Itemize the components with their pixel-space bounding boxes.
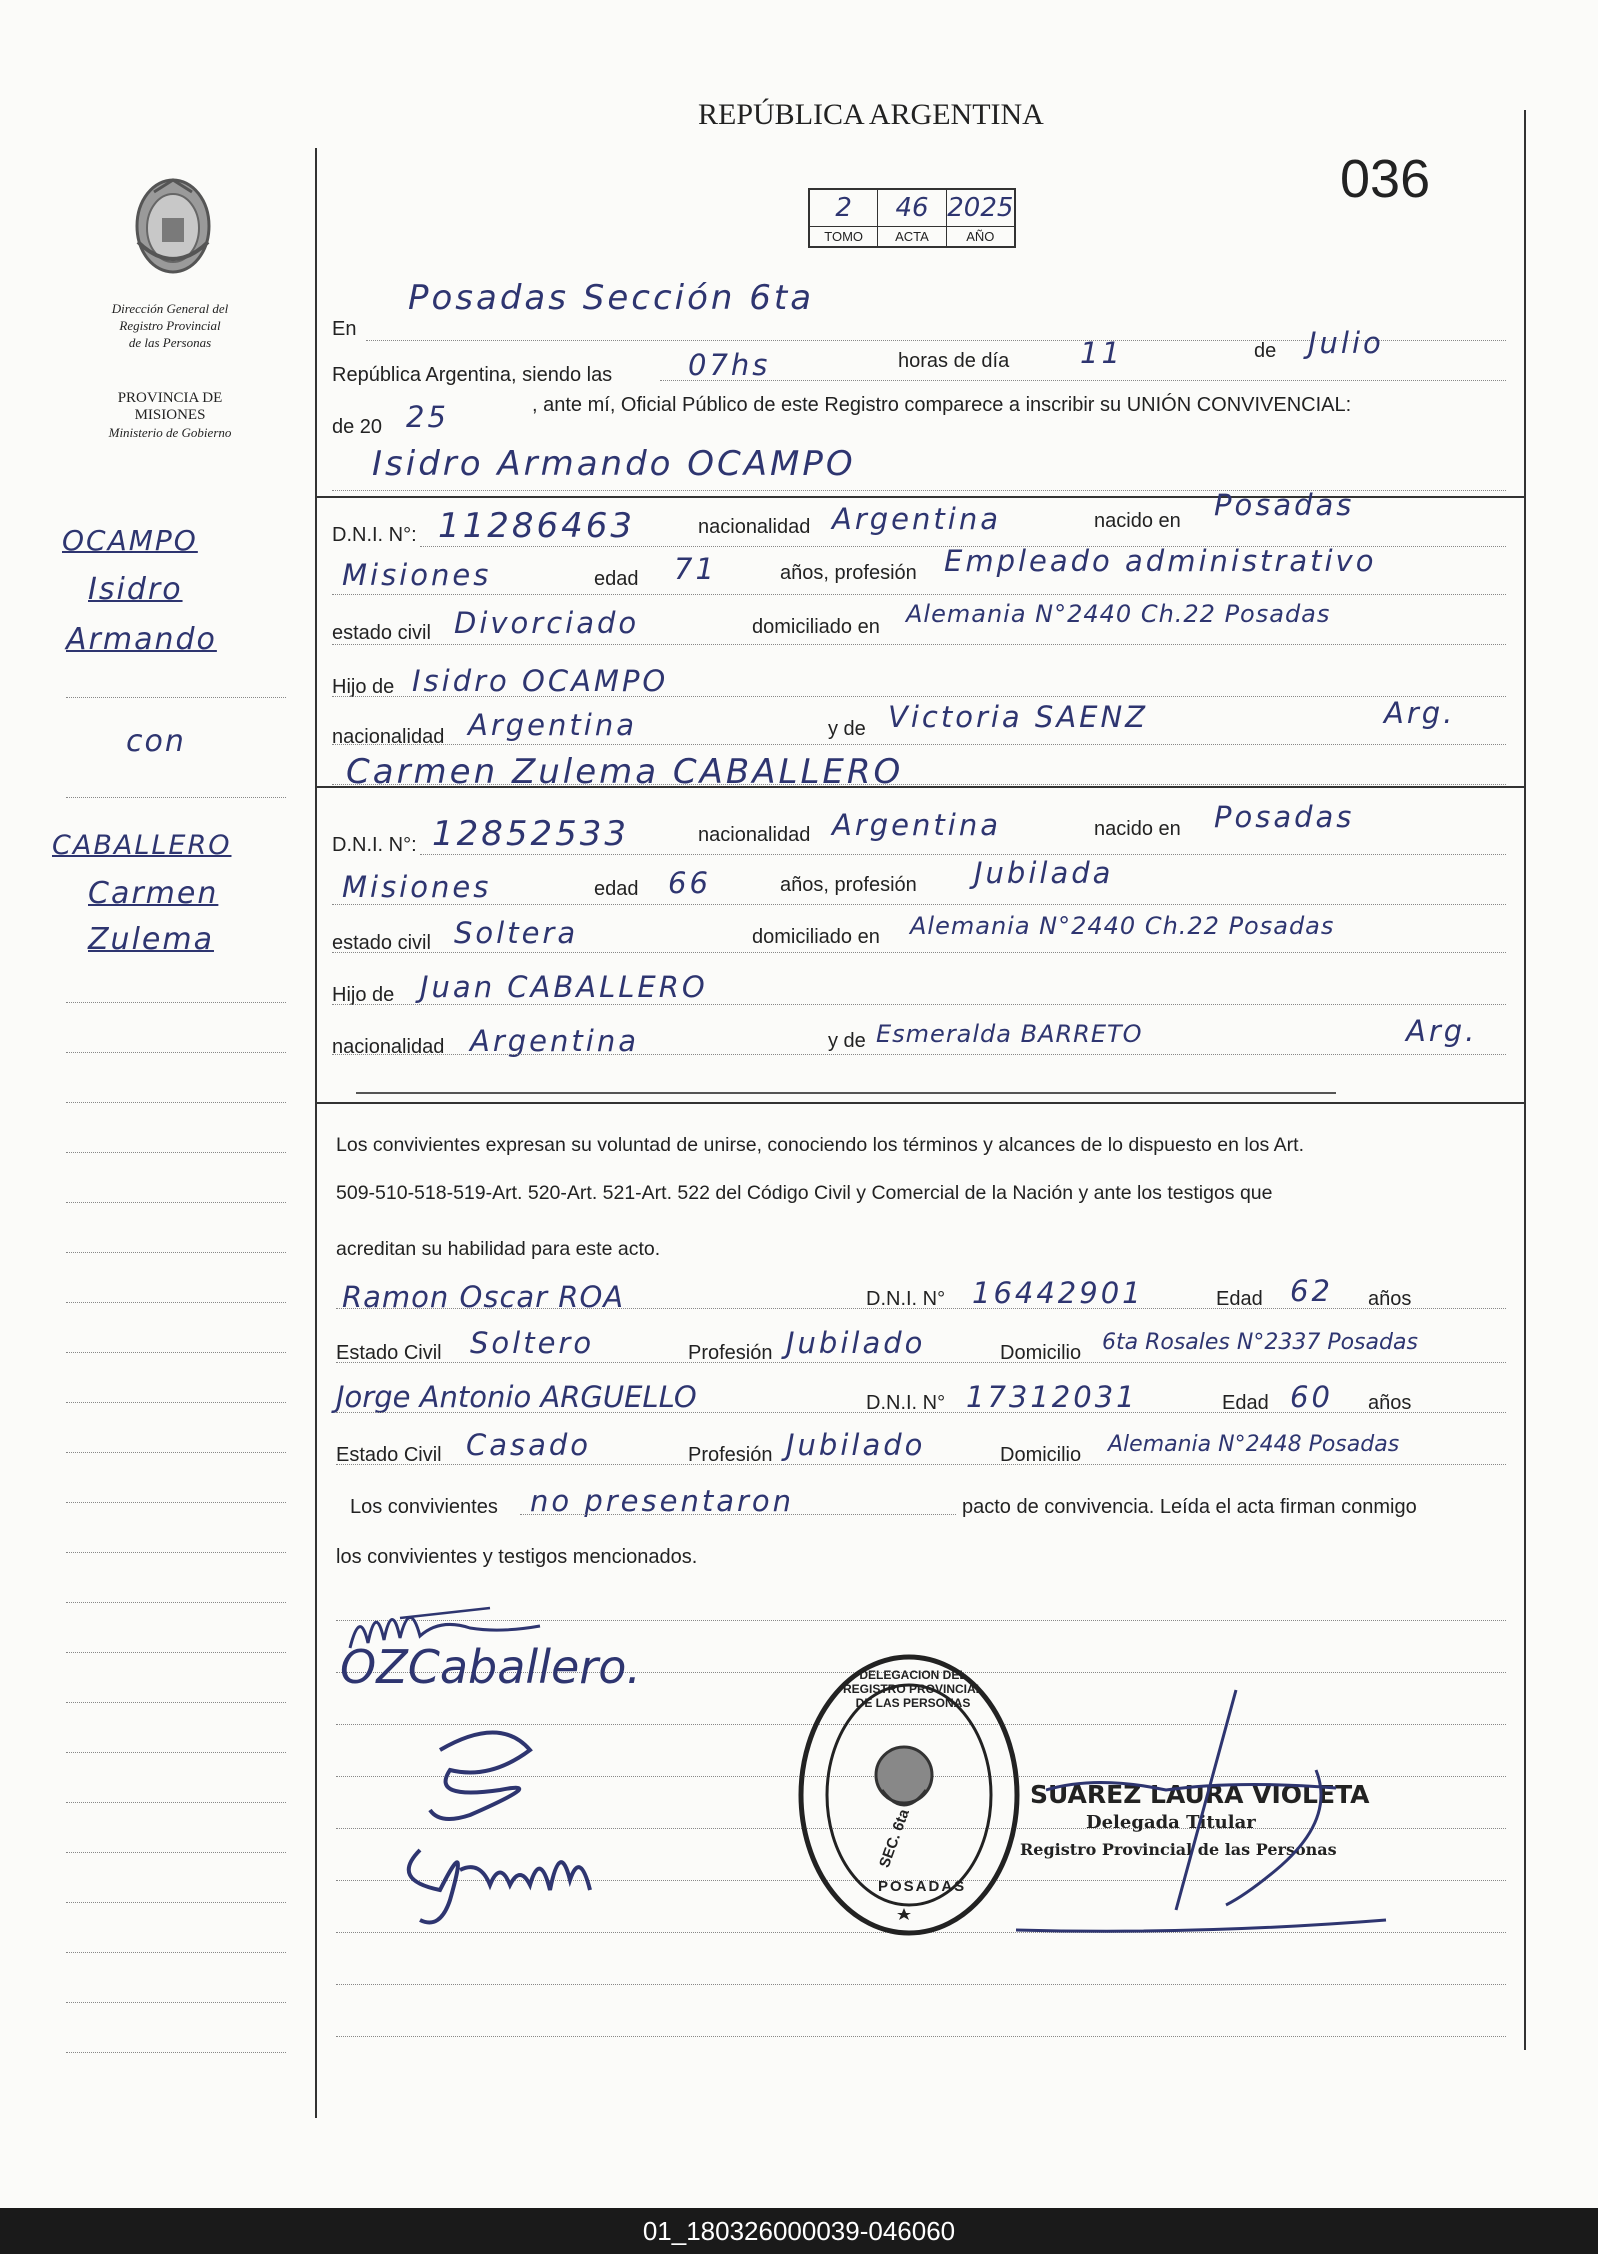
person2-name: Carmen Zulema CABALLERO [346, 752, 904, 792]
w1-name: Ramon Oscar ROA [342, 1280, 625, 1314]
p2-nationality: Argentina [832, 808, 1001, 842]
anio-cell [947, 190, 1014, 246]
p1-rule-5 [332, 744, 1506, 745]
sidebar-rule [66, 797, 286, 798]
hour-value: 07hs [688, 348, 771, 382]
sidebar-rule [66, 1002, 286, 1003]
ministry-name: Ministerio de Gobierno [108, 425, 232, 440]
pact-line-2: los convivientes y testigos mencionados. [336, 1546, 698, 1568]
w1-label-domicilio: Domicilio [1000, 1342, 1082, 1364]
w2-label-dni: D.N.I. N° [866, 1392, 946, 1414]
sidebar-rule [66, 1402, 286, 1403]
p2-label-edad: edad [594, 878, 639, 900]
w2-label-profesion: Profesión [688, 1444, 773, 1466]
acta-cell [878, 190, 946, 246]
p1-label-nac-padre: nacionalidad [332, 726, 445, 748]
sidebar-rule [66, 1902, 286, 1903]
w2-label-anios: años [1368, 1392, 1412, 1414]
pact-prefix: Los convivientes [350, 1496, 498, 1518]
agency-name [60, 300, 280, 351]
w2-rule-1 [336, 1412, 1506, 1413]
w2-address: Alemania N°2448 Posadas [1108, 1432, 1400, 1457]
sidebar-rule [66, 1052, 286, 1053]
p1-address: Alemania N°2440 Ch.22 Posadas [906, 600, 1331, 628]
country-title: REPÚBLICA ARGENTINA [698, 98, 1044, 131]
p1-label-dni: D.N.I. N°: [332, 524, 417, 546]
p2-label-nacionalidad: nacionalidad [698, 824, 811, 846]
month-value: Julio [1308, 326, 1384, 360]
p2-label-nacido: nacido en [1094, 818, 1181, 840]
p1-rule-3 [332, 644, 1506, 645]
p2-age: 66 [668, 866, 711, 900]
label-horas: horas de día [898, 350, 1010, 372]
pact-suffix: pacto de convivencia. Leída el acta firman conmigo [962, 1496, 1417, 1518]
official-name: SUAREZ LAURA VIOLETA [1030, 1780, 1370, 1809]
p1-label-domicilio: domiciliado en [752, 616, 880, 638]
sig-rule [336, 1984, 1506, 1985]
w2-label-estado: Estado Civil [336, 1444, 442, 1466]
p1-label-nacido: nacido en [1094, 510, 1181, 532]
sidebar-rule [66, 1952, 286, 1953]
label-oficial: , ante mí, Oficial Público de este Registro comparece a inscribir su UNIÓN CONVIVENCIAL: [532, 394, 1352, 416]
p1-civil-status: Divorciado [454, 606, 640, 640]
margin-name-2a: Carmen [88, 876, 219, 911]
margin-name-2b: Zulema [88, 922, 214, 957]
p1-birthplace2: Misiones [342, 558, 492, 592]
margin-surname-2: CABALLERO [52, 830, 232, 861]
person2-name-rule [332, 784, 1506, 785]
label-de: de [1254, 340, 1277, 362]
p2-father: Juan CABALLERO [420, 970, 708, 1004]
sidebar-rule [66, 2052, 286, 2053]
w2-civil-status: Casado [466, 1428, 592, 1462]
p1-label-profesion: años, profesión [780, 562, 917, 584]
p2-civil-status: Soltera [454, 916, 579, 950]
sidebar-rule [66, 1752, 286, 1753]
right-border [1524, 110, 1526, 2050]
coat-of-arms-icon [124, 172, 222, 280]
sidebar-divider [315, 148, 317, 2118]
year-value: 25 [406, 400, 449, 434]
p1-birthplace: Posadas [1214, 488, 1355, 522]
p1-mother-nationality: Arg. [1384, 696, 1456, 730]
sidebar-rule [66, 1452, 286, 1453]
label-en: En [332, 318, 357, 340]
place-value: Posadas Sección 6ta [408, 278, 815, 318]
sidebar-rule [66, 1802, 286, 1803]
w1-age: 62 [1290, 1274, 1333, 1308]
margin-surname-1: OCAMPO [62, 524, 198, 557]
sidebar-rule [66, 1852, 286, 1853]
margin-name-1a: Isidro [88, 572, 183, 607]
sidebar-rule [66, 1152, 286, 1153]
p1-profession: Empleado administrativo [944, 544, 1377, 578]
w2-age: 60 [1290, 1380, 1333, 1414]
sidebar-rule [66, 1652, 286, 1653]
p1-mother: Victoria SAENZ [888, 700, 1149, 734]
p2-label-domicilio: domiciliado en [752, 926, 880, 948]
w2-label-edad: Edad [1222, 1392, 1269, 1414]
p2-mother: Esmeralda BARRETO [876, 1020, 1143, 1048]
margin-connector: con [126, 724, 186, 759]
official-signature [1016, 1680, 1396, 1950]
sidebar-rule [66, 1102, 286, 1103]
official-office: Registro Provincial de las Personas [1020, 1840, 1337, 1859]
acta-value: 46 [878, 190, 945, 227]
p1-dni: 11286463 [438, 506, 636, 546]
sidebar-rule [66, 1602, 286, 1603]
p1-nationality: Argentina [832, 502, 1001, 536]
pact-rule [520, 1514, 956, 1515]
sidebar-rule [66, 1552, 286, 1553]
w1-profession: Jubilado [786, 1326, 926, 1360]
sidebar-rule [66, 2002, 286, 2003]
p2-rule-6 [356, 1092, 1336, 1094]
p1-father-nationality: Argentina [468, 708, 637, 742]
p2-rule-4 [332, 1004, 1506, 1005]
p1-label-estado: estado civil [332, 622, 431, 644]
label-year-prefix: de 20 [332, 416, 383, 438]
p1-label-edad: edad [594, 568, 639, 590]
tomo-cell [810, 190, 878, 246]
p2-label-dni: D.N.I. N°: [332, 834, 417, 856]
p2-rule-1 [420, 854, 1506, 855]
w2-name: Jorge Antonio ARGUELLO [336, 1380, 697, 1414]
p2-label-nac-padre: nacionalidad [332, 1036, 445, 1058]
agency-line-2: Registro Provincial [119, 318, 221, 333]
p1-rule-4 [332, 696, 1506, 697]
w1-label-edad: Edad [1216, 1288, 1263, 1310]
p2-label-profesion: años, profesión [780, 874, 917, 896]
p1-label-hijo: Hijo de [332, 676, 395, 698]
w2-profession: Jubilado [786, 1428, 926, 1462]
seal-ring-text: DELEGACION DEL REGISTRO PROVINCIAL DE LAS PERSONAS [842, 1668, 983, 1710]
p2-father-nationality: Argentina [470, 1024, 639, 1058]
w1-label-anios: años [1368, 1288, 1412, 1310]
sidebar-rule [66, 1202, 286, 1203]
w2-rule-2 [336, 1464, 1506, 1465]
province-line-2: MISIONES [134, 407, 206, 423]
pact-value: no presentaron [530, 1484, 795, 1518]
province-line-1: PROVINCIA DE [117, 390, 223, 406]
w1-address: 6ta Rosales N°2337 Posadas [1102, 1330, 1418, 1355]
official-role: Delegada Titular [1086, 1812, 1256, 1833]
tomo-label: TOMO [824, 229, 864, 244]
w1-rule-1 [336, 1308, 1506, 1309]
sidebar-rule [66, 1352, 286, 1353]
seal-code: SEC. 6ta [876, 1806, 913, 1871]
p2-dni: 12852533 [432, 814, 630, 854]
section-divider-3 [316, 1102, 1524, 1104]
p2-rule-3 [332, 952, 1506, 953]
signature-4 [380, 1810, 640, 1940]
seal-city: POSADAS [878, 1878, 967, 1895]
w2-dni: 17312031 [966, 1380, 1138, 1414]
anio-label: AÑO [966, 229, 995, 244]
p2-label-estado: estado civil [332, 932, 431, 954]
w1-label-profesion: Profesión [688, 1342, 773, 1364]
footer-id: 01_180326000039-046060 [642, 2216, 956, 2246]
intro-rule-2 [660, 380, 1506, 381]
w1-rule-2 [336, 1362, 1506, 1363]
agency-line-3: de las Personas [128, 335, 212, 350]
acta-label: ACTA [895, 229, 929, 244]
anio-value: 2025 [947, 190, 1014, 227]
p2-address: Alemania N°2440 Ch.22 Posadas [910, 912, 1335, 940]
signature-2: OZCaballero. [340, 1640, 641, 1694]
p1-age: 71 [674, 552, 717, 586]
p2-birthplace2: Misiones [342, 870, 492, 904]
sig-rule [336, 2036, 1506, 2037]
sidebar-rule [66, 1702, 286, 1703]
page-number: 036 [1340, 149, 1431, 209]
w1-label-estado: Estado Civil [336, 1342, 442, 1364]
sidebar-rule [66, 1502, 286, 1503]
p1-father: Isidro OCAMPO [412, 664, 669, 698]
province-name [60, 390, 280, 441]
p2-mother-nationality: Arg. [1406, 1014, 1478, 1048]
label-republica: República Argentina, siendo las [332, 364, 613, 386]
day-value: 11 [1080, 336, 1123, 370]
p2-label-hijo: Hijo de [332, 984, 395, 1006]
margin-name-1b: Armando [66, 622, 217, 657]
w2-label-domicilio: Domicilio [1000, 1444, 1082, 1466]
w1-label-dni: D.N.I. N° [866, 1288, 946, 1310]
p1-label-nacionalidad: nacionalidad [698, 516, 811, 538]
statement-line-3: acreditan su habilidad para este acto. [336, 1238, 661, 1260]
p2-birthplace: Posadas [1214, 800, 1355, 834]
sidebar-rule [66, 1302, 286, 1303]
w1-civil-status: Soltero [470, 1326, 595, 1360]
sidebar-rule [66, 697, 286, 698]
tomo-value: 2 [810, 190, 877, 227]
footer-bar [0, 2208, 1598, 2254]
p2-rule-2 [332, 904, 1506, 905]
p1-label-yde: y de [828, 718, 866, 740]
p2-label-yde: y de [828, 1030, 866, 1052]
statement-line-2: 509-510-518-519-Art. 520-Art. 521-Art. 522 del Código Civil y Comercial de la Nación y ante los testigos que [336, 1182, 1273, 1204]
p2-profession: Jubilada [974, 856, 1114, 890]
sidebar-rule [66, 1252, 286, 1253]
w1-dni: 16442901 [972, 1276, 1144, 1310]
registry-box [808, 188, 1016, 248]
p2-rule-5 [332, 1054, 1506, 1055]
p1-rule-2 [332, 594, 1506, 595]
statement-line-1: Los convivientes expresan su voluntad de unirse, conociendo los términos y alcances de lo dispuesto en los Art. [336, 1134, 1304, 1156]
agency-line-1: Dirección General del [111, 301, 229, 316]
person1-name: Isidro Armando OCAMPO [372, 444, 856, 484]
